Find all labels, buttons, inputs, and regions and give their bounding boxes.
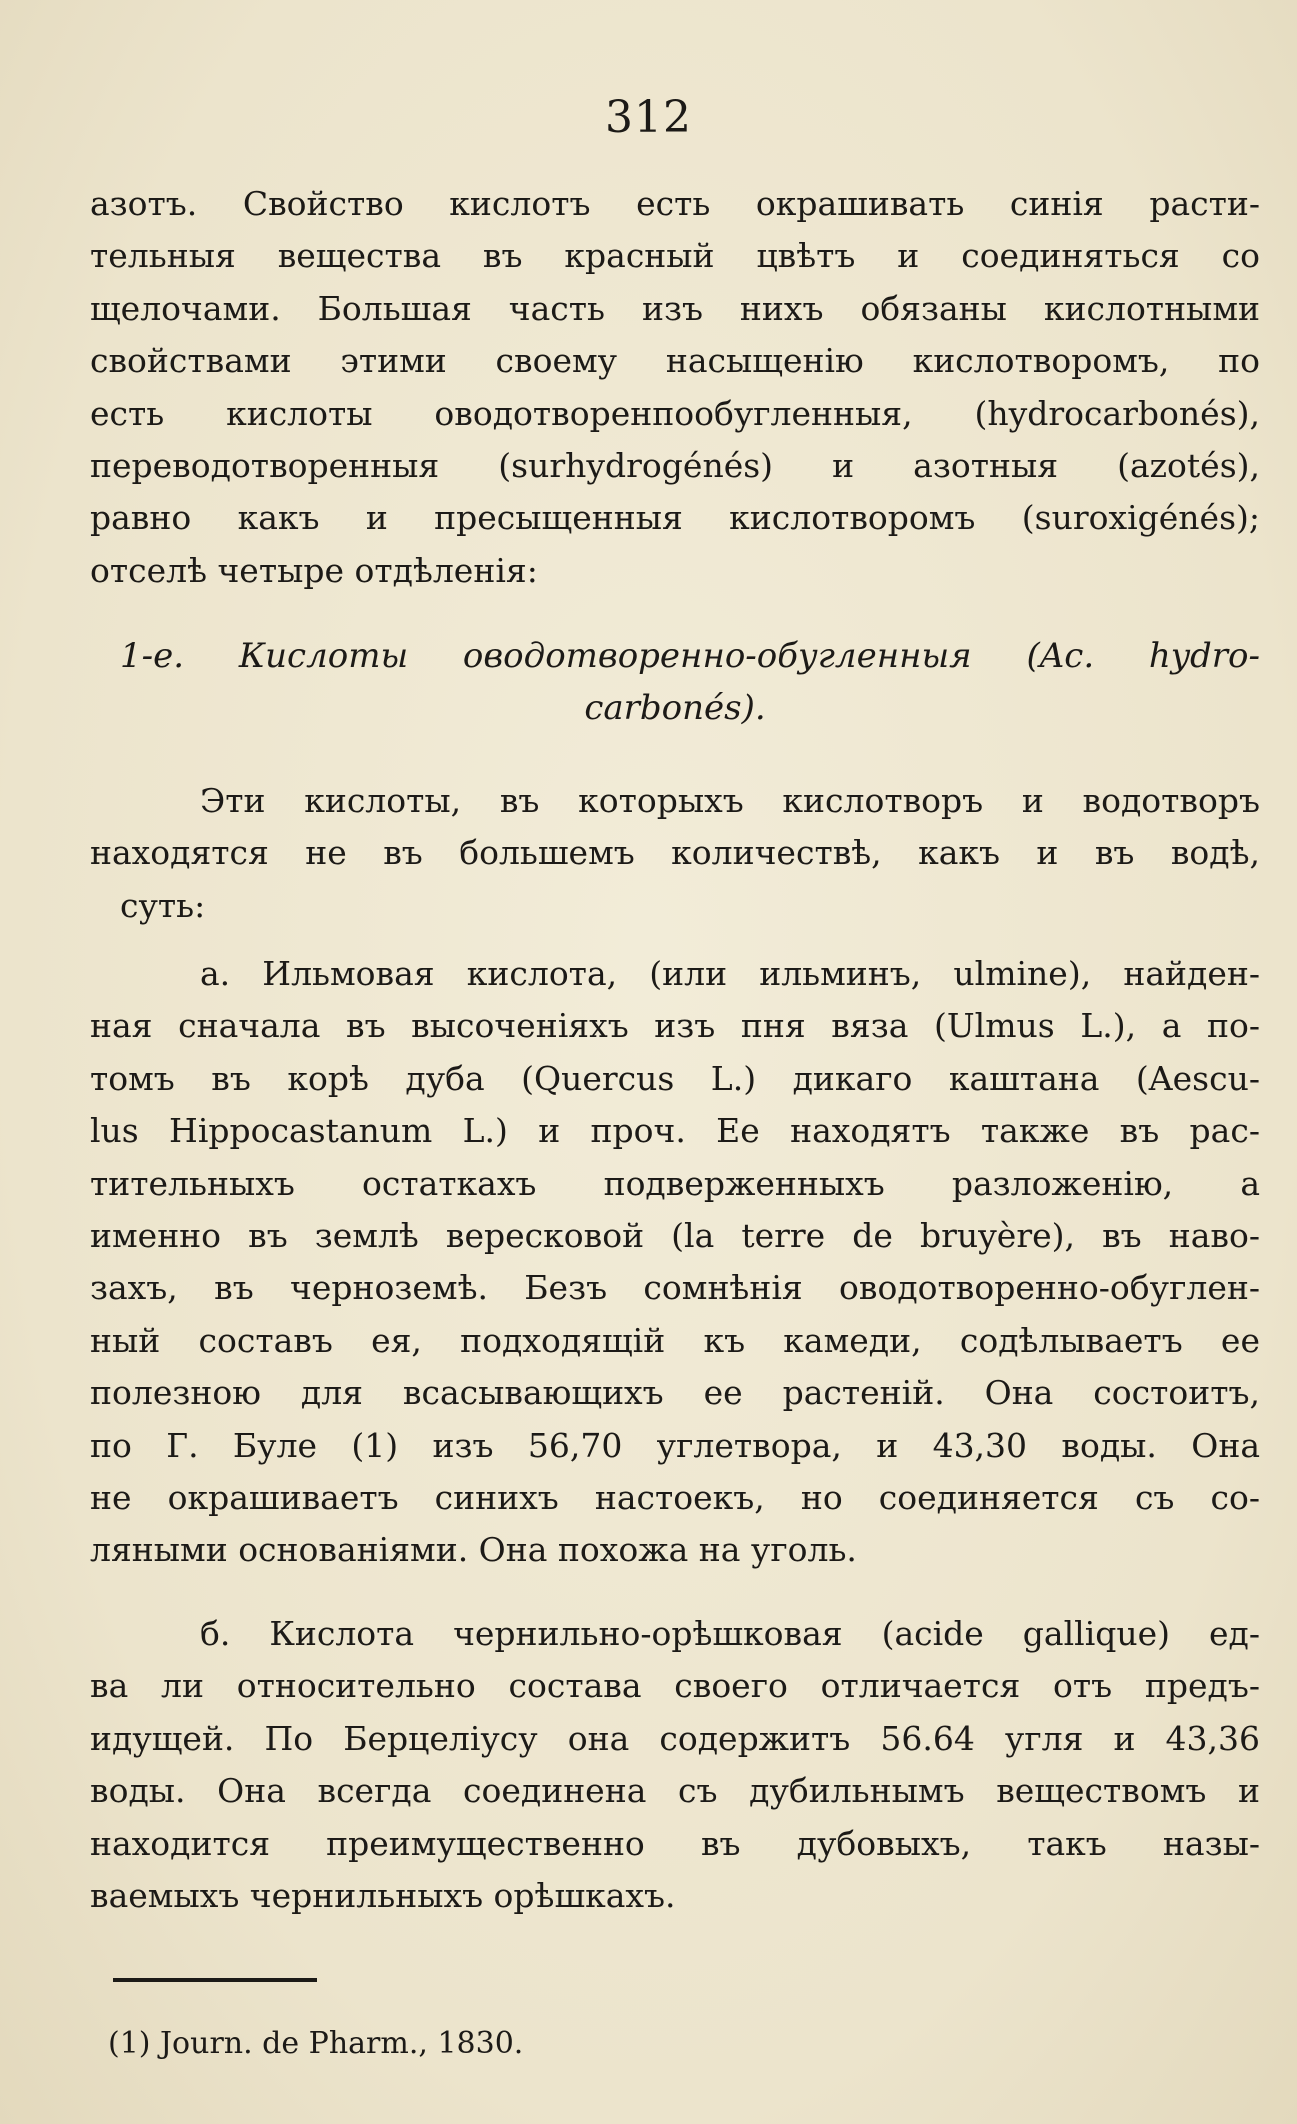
section-heading — [90, 630, 1260, 735]
text-line: а. Ильмовая кислота, (или ильминъ, ulmine), найден- — [200, 954, 1260, 993]
text-line: ва ли относительно состава своего отличается отъ предъ- — [90, 1666, 1260, 1706]
text-line: тельныя вещества въ красный цвѣтъ и соединяться со — [90, 236, 1260, 276]
text-line: б. Кислота чернильно-орѣшковая (acide gallique) ед- — [200, 1614, 1260, 1653]
text-line: азотъ. Свойство кислотъ есть окрашивать синія расти- — [90, 184, 1260, 223]
text-line: воды. Она всегда соединена съ дубильнымъ веществомъ и — [90, 1771, 1260, 1811]
text-line: lus Hippocastanum L.) и проч. Ее находятъ также въ рас- — [90, 1111, 1260, 1151]
text-line: есть кислоты оводотворенпообугленныя, (hydrocarbonés), — [90, 393, 1260, 433]
footnote-separator — [113, 1978, 317, 1982]
footnote: (1) Journ. de Pharm., 1830. — [108, 2026, 524, 2061]
text-line: ваемыхъ чернильныхъ орѣшкахъ. — [90, 1875, 676, 1915]
text-line: ляными основаніями. Она похожа на уголь. — [90, 1530, 857, 1570]
paragraph-ulmic-acid — [90, 948, 1260, 1577]
paragraph-gallic-acid — [90, 1608, 1260, 1922]
text-line: находится преимущественно въ дубовыхъ, такъ назы- — [90, 1823, 1260, 1863]
text-line: не окрашиваетъ синихъ настоекъ, но соединяется съ со- — [90, 1477, 1260, 1517]
text-line: идущей. По Берцеліусу она содержитъ 56.64 угля и 43,36 — [90, 1718, 1260, 1758]
text-line: равно какъ и пресыщенныя кислотворомъ (suroxigénés); — [90, 498, 1260, 538]
text-line: находятся не въ большемъ количествѣ, какъ и въ водѣ, — [90, 833, 1260, 873]
text-line: томъ въ корѣ дуба (Quercus L.) дикаго каштана (Aescu- — [90, 1058, 1260, 1098]
heading-line: carbonés). — [584, 688, 766, 729]
heading-line: 1-е. Кислоты оводотворенно-обугленныя (Ac. hydro- — [120, 636, 1260, 676]
text-line: именно въ землѣ вересковой (la terre de bruyère), въ наво- — [90, 1215, 1260, 1255]
paragraph-definition — [90, 775, 1260, 932]
text-line: переводотворенныя (surhydrogénés) и азотныя (azotés), — [90, 445, 1260, 485]
text-line: Эти кислоты, въ которыхъ кислотворъ и водотворъ — [200, 781, 1260, 820]
text-line: ный составъ ея, подходящій къ камеди, содѣлываетъ ее — [90, 1320, 1260, 1360]
page-number: 312 — [605, 92, 692, 143]
text-line: по Г. Буле (1) изъ 56,70 углетвора, и 43,30 воды. Она — [90, 1425, 1260, 1465]
text-line: щелочами. Большая часть изъ нихъ обязаны кислотными — [90, 288, 1260, 328]
text-line: захъ, въ черноземѣ. Безъ сомнѣнія оводотворенно-обуглен- — [90, 1268, 1260, 1308]
text-line: ная сначала въ высоченіяхъ изъ пня вяза (Ulmus L.), а по- — [90, 1006, 1260, 1046]
text-line: полезною для всасывающихъ ее растеній. Она состоитъ, — [90, 1373, 1260, 1413]
paragraph-intro — [90, 178, 1260, 597]
text-line: тительныхъ остаткахъ подверженныхъ разложенію, а — [90, 1163, 1260, 1203]
text-line: свойствами этими своему насыщенію кислотворомъ, по — [90, 341, 1260, 381]
text-line: суть: — [120, 885, 206, 925]
text-line: отселѣ четыре отдѣленія: — [90, 550, 538, 590]
